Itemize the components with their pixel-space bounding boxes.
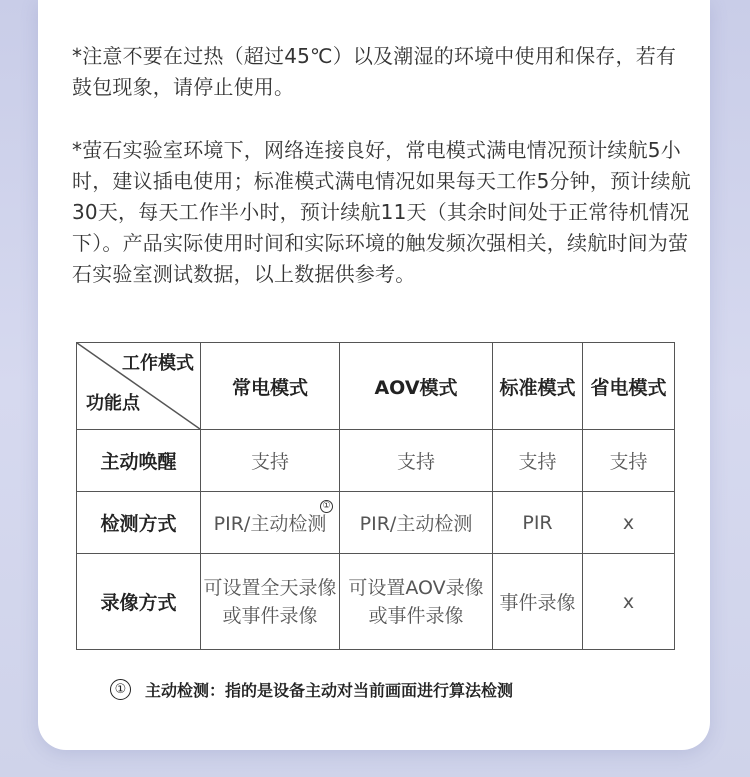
column-header: AOV模式 [340, 343, 493, 430]
battery-life-text: *萤石实验室环境下，网络连接良好，常电模式满电情况预计续航5小时，建议插电使用；标准模式满电情况如果每天工作5分钟，预计续航30天，每天工作半小时，预计续航11天（其余时间处于正常待机情况下）。产品实际使用时间和实际环境的触发频次强相关，续航时间为萤石实验室测试数据，以上数据供参考。 [72, 138, 691, 286]
table-cell: 支持 [583, 430, 675, 492]
table-cell [201, 554, 340, 650]
cell-text: PIR/主动检测 [213, 513, 327, 535]
table-header-row [77, 343, 675, 430]
cell-text-line: 或事件录像 [222, 604, 318, 627]
row-header: 录像方式 [77, 554, 201, 650]
row-header: 检测方式 [77, 492, 201, 554]
footnote-symbol: ① [110, 679, 131, 700]
table-cell [201, 492, 340, 554]
storage-warning-note [72, 41, 692, 103]
corner-label-mode: 工作模式 [122, 353, 194, 374]
corner-header-cell [77, 343, 201, 430]
table-cell: 支持 [201, 430, 340, 492]
table-cell: 支持 [493, 430, 583, 492]
footnote-text: 主动检测：指的是设备主动对当前画面进行算法检测 [145, 681, 514, 700]
table-row [77, 554, 675, 650]
footnote-marker: ① [320, 500, 333, 513]
cell-text-line: 可设置AOV录像 [348, 576, 484, 599]
table-cell: x [583, 554, 675, 650]
battery-life-note [72, 135, 692, 290]
column-header: 标准模式 [493, 343, 583, 430]
column-header: 省电模式 [583, 343, 675, 430]
table-cell: 事件录像 [493, 554, 583, 650]
table-cell [340, 554, 493, 650]
content-card [38, 0, 710, 750]
cell-text-line: 或事件录像 [368, 604, 464, 627]
table-cell: x [583, 492, 675, 554]
mode-comparison-table [76, 342, 675, 650]
corner-label-feature: 功能点 [86, 393, 140, 414]
table-cell: 支持 [340, 430, 493, 492]
table-cell: PIR/主动检测 [340, 492, 493, 554]
storage-warning-text: *注意不要在过热（超过45℃）以及潮湿的环境中使用和保存，若有鼓包现象，请停止使用。 [72, 44, 677, 99]
table-row [77, 492, 675, 554]
table-cell: PIR [493, 492, 583, 554]
row-header: 主动唤醒 [77, 430, 201, 492]
footnote [110, 678, 513, 701]
table-row [77, 430, 675, 492]
cell-text-line: 可设置全天录像 [203, 576, 337, 599]
column-header: 常电模式 [201, 343, 340, 430]
